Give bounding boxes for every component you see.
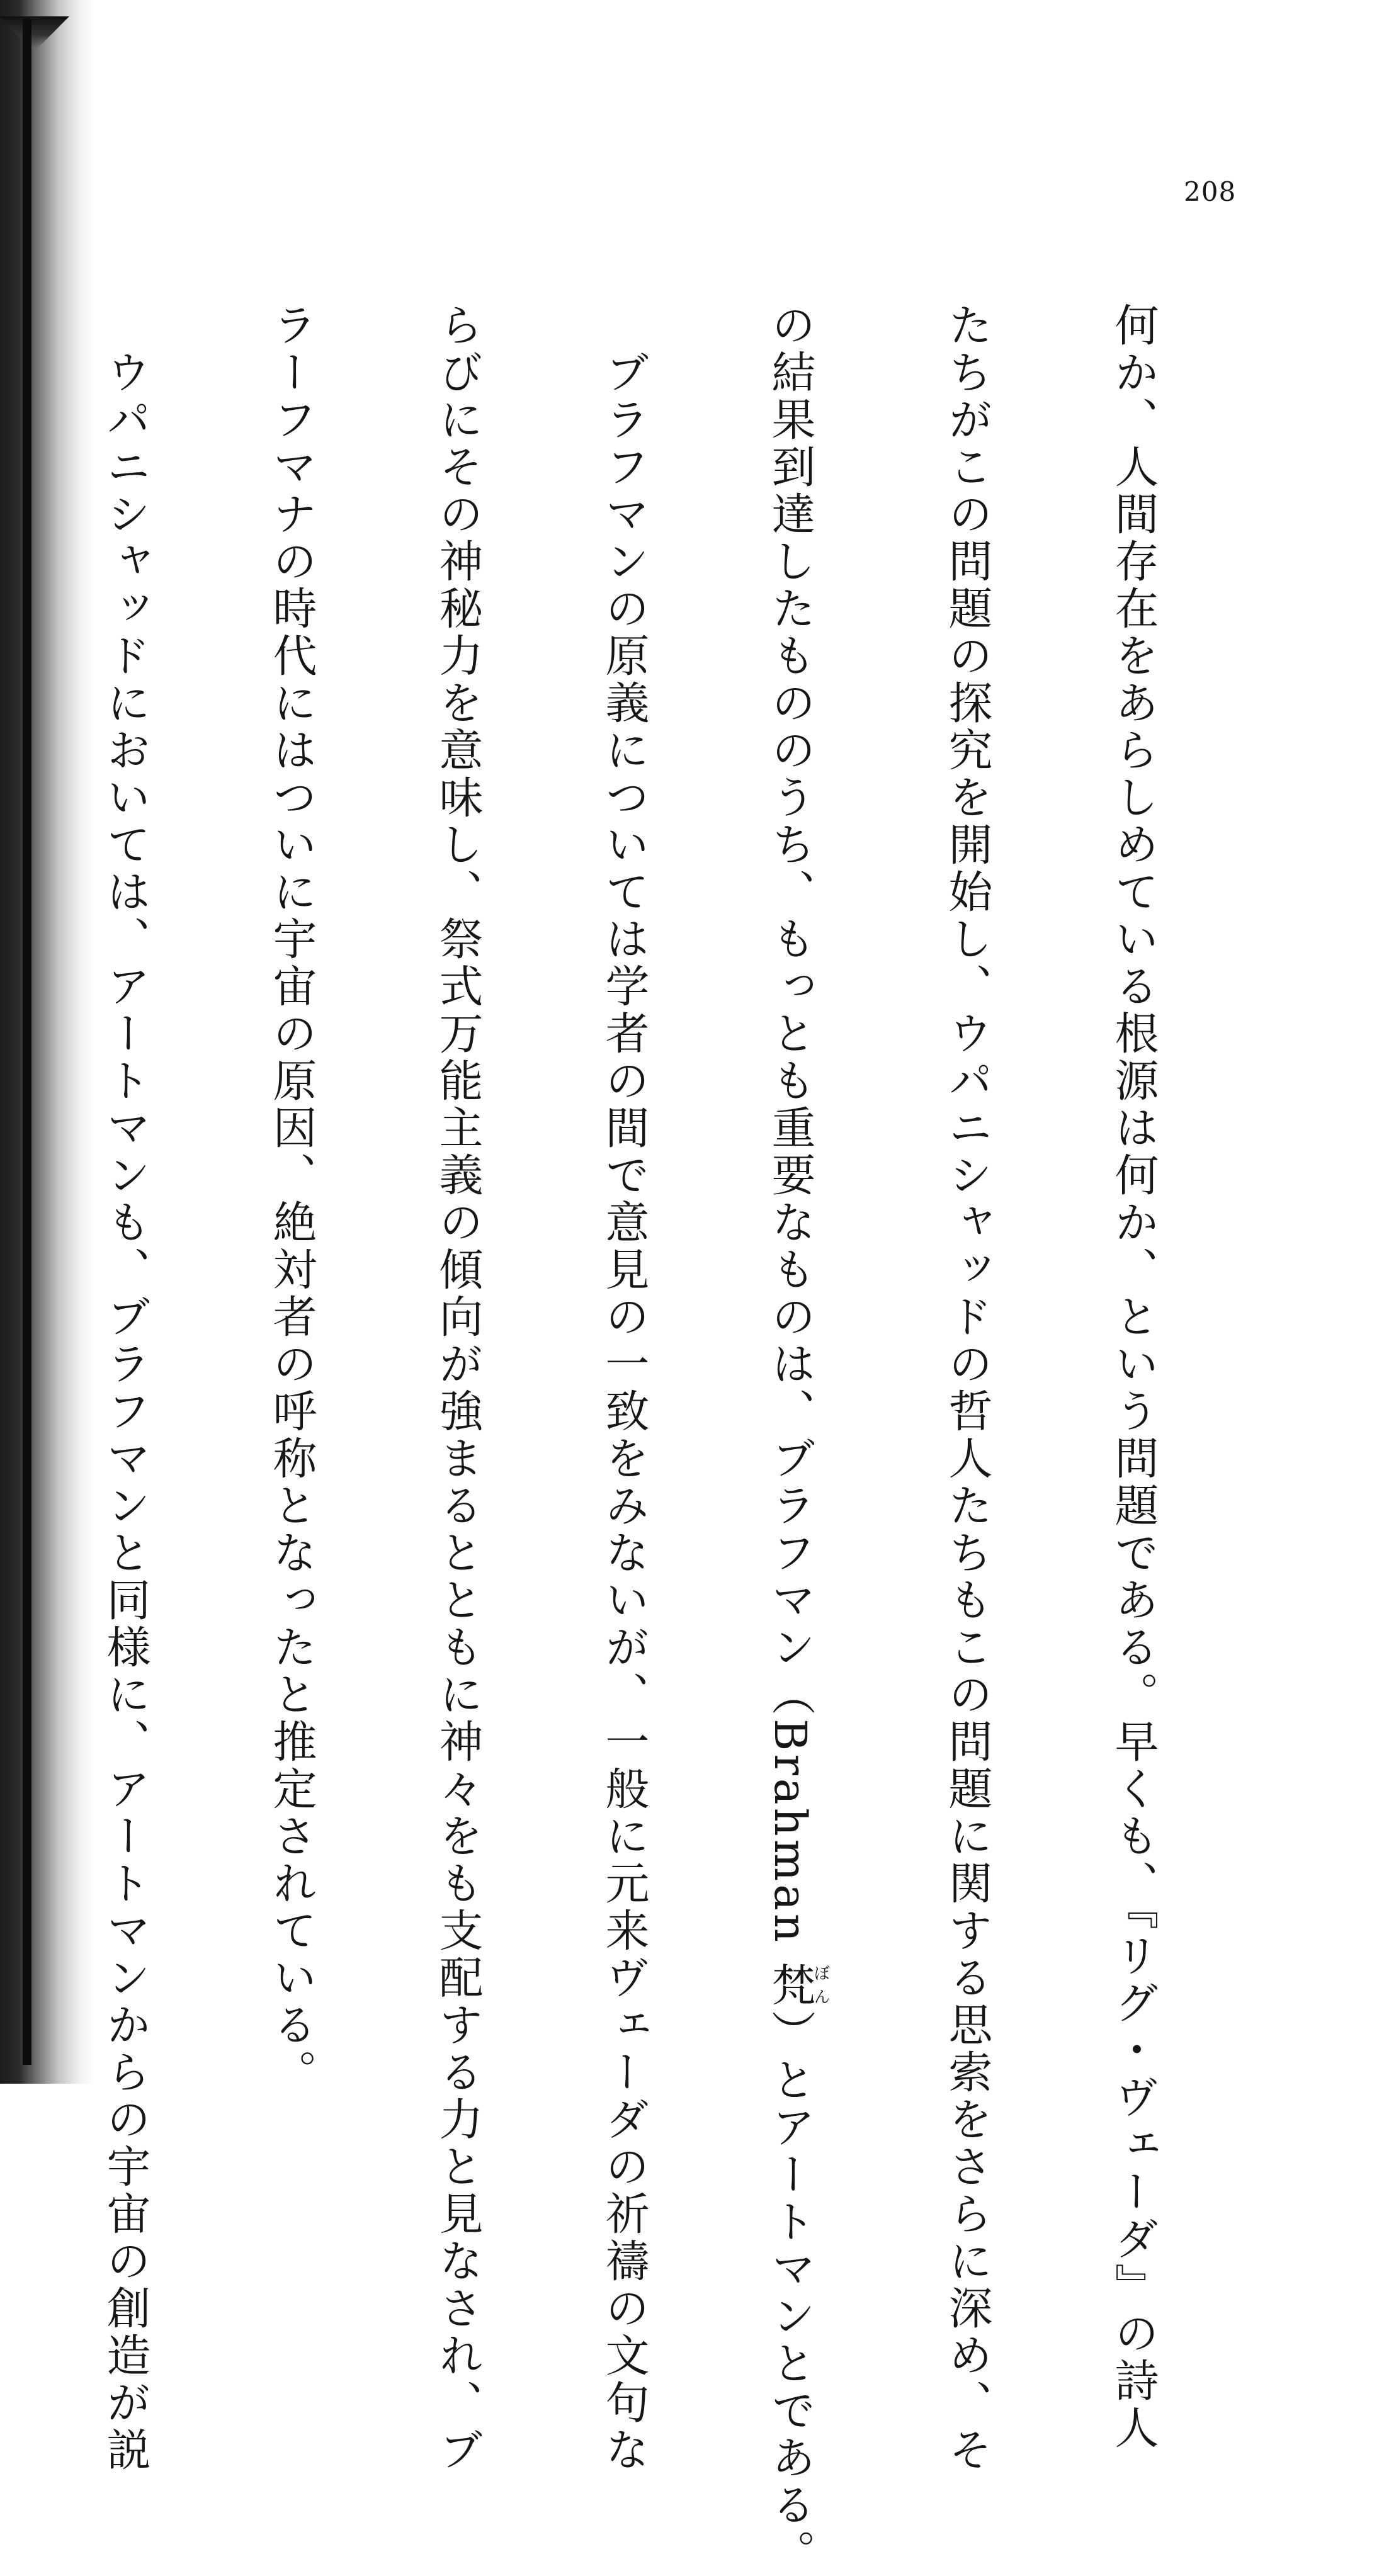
- text-line: の結果到達したもののうち、もっとも重要なものは、ブラフマン（Brahman 梵ぼん）とアートマンとである。: [764, 302, 830, 2576]
- body-text: [99, 302, 1272, 2576]
- text-line: ラーフマナの時代にはついに宇宙の原因、絶対者の呼称となったと推定されている。: [266, 302, 317, 2096]
- page-number: 208: [1184, 176, 1237, 207]
- text-line: ブラフマンの原義については学者の間で意見の一致をみないが、一般に元来ヴェーダの祈禱の文句な: [598, 302, 650, 2474]
- text-line: らびにその神秘力を意味し、祭式万能主義の傾向が強まるとともに神々をも支配する力と見なされ、ブ: [432, 302, 484, 2474]
- text-line: ウパニシャッドにおいては、アートマンも、ブラフマンと同様に、アートマンからの宇宙の創造が説: [99, 302, 151, 2474]
- text-line: たちがこの問題の探究を開始し、ウパニシャッドの哲人たちもこの問題に関する思索をさらに深め、そ: [941, 302, 993, 2474]
- text-line: 何か、人間存在をあらしめている根源は何か、という問題である。早くも、『リグ・ヴェーダ』の詩人: [1108, 302, 1159, 2452]
- ruby-annotation: 梵ぼん: [764, 1962, 830, 2010]
